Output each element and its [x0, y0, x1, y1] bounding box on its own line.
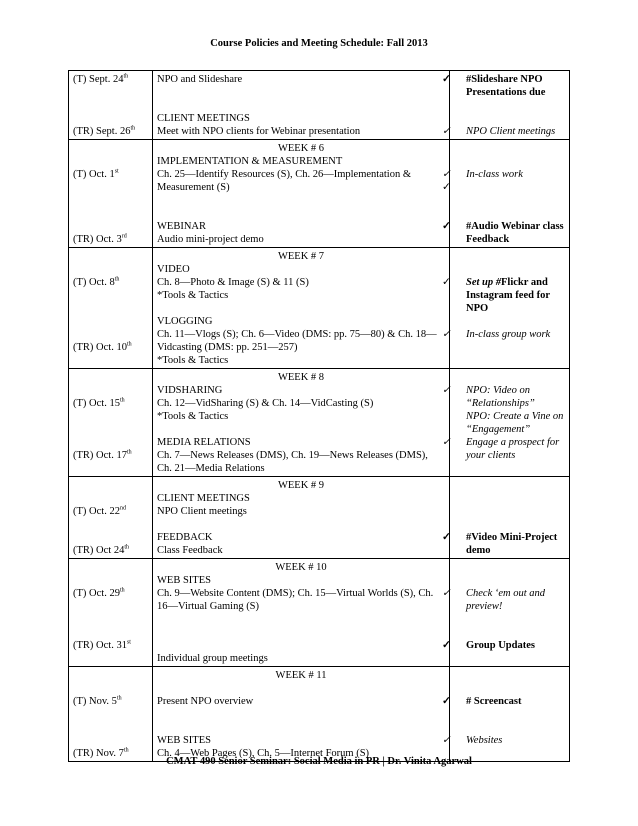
assignment-cell: ✓ # Screencast ✓ Websites — [450, 667, 570, 762]
topic-cell: WEEK # 11 Present NPO overview WEB SITES Ch. 4—Web Pages (S), Ch. 5—Internet Forum (S) — [153, 667, 450, 762]
check-icon: ✓ — [442, 182, 451, 193]
assignment-cell: ✓ In-class work ✓ ✓ #Audio Webinar class Feedback — [450, 140, 570, 248]
check-icon: ✓ — [442, 221, 451, 232]
week-label: WEEK # 7 — [277, 251, 325, 262]
check-icon: ✓ — [442, 696, 451, 707]
page-footer: CMAT 490 Senior Seminar: Social Media in PR | Dr. Vinita Agarwal — [166, 756, 472, 767]
assignment-cell: ✓ NPO: Video on “Relationships” NPO: Create a Vine on “Engagement” ✓ Engage a prospect for your clients — [450, 369, 570, 477]
table-row — [69, 667, 570, 762]
check-icon: ✓ — [442, 532, 451, 543]
check-icon: ✓ — [442, 588, 451, 599]
week-label: WEEK # 9 — [277, 480, 325, 491]
topic-cell: WEEK # 8 VIDSHARING Ch. 12—VidSharing (S) & Ch. 14—VidCasting (S) *Tools & Tactics MEDIA RELATIONS Ch. 7—News Releases (DMS), Ch. 19—News Releases (DMS), Ch. 21—Media Relations — [153, 369, 450, 477]
table-row — [69, 477, 570, 559]
week-label: WEEK # 8 — [277, 372, 325, 383]
assignment-cell: ✓ Check ‘em out and preview! ✓ Group Updates — [450, 559, 570, 667]
check-icon: ✓ — [442, 735, 451, 746]
page-header: Course Policies and Meeting Schedule: Fall 2013 — [210, 38, 428, 49]
date-cell: (T) Nov. 5th (TR) Nov. 7th — [69, 667, 153, 762]
check-icon: ✓ — [442, 74, 451, 85]
table-row — [69, 248, 570, 369]
schedule-table — [68, 70, 570, 762]
topic-cell: WEEK # 6 IMPLEMENTATION & MEASUREMENT Ch. 25—Identify Resources (S), Ch. 26—Implementation & Measurement (S) WEBINAR Audio mini-project demo — [153, 140, 450, 248]
date-cell: (T) Oct. 29th (TR) Oct. 31st — [69, 559, 153, 667]
date-cell: (T) Oct. 8th (TR) Oct. 10th — [69, 248, 153, 369]
check-icon: ✓ — [442, 126, 451, 137]
topic-cell: WEEK # 7 VIDEO Ch. 8—Photo & Image (S) & 11 (S) *Tools & Tactics VLOGGING Ch. 11—Vlogs (S); Ch. 6—Video (DMS: pp. 75—80) & Ch. 18—Vidcasting (DMS: pp. 251—257) *Tools & Tactics — [153, 248, 450, 369]
topic-cell: WEEK # 9 CLIENT MEETINGS NPO Client meetings FEEDBACK Class Feedback — [153, 477, 450, 559]
table-row — [69, 369, 570, 477]
assignment-cell: ✓ Set up #Flickr and Instagram feed for NPO ✓ In-class group work — [450, 248, 570, 369]
assignment-cell: ✓ #Slideshare NPO Presentations due ✓ NPO Client meetings — [450, 71, 570, 140]
date-cell: (T) Oct. 22nd (TR) Oct 24th — [69, 477, 153, 559]
check-icon: ✓ — [442, 277, 451, 288]
date-cell: (T) Oct. 15th (TR) Oct. 17th — [69, 369, 153, 477]
week-label: WEEK # 6 — [277, 143, 325, 154]
table-row — [69, 71, 570, 140]
date-cell: (T) Sept. 24th (TR) Sept. 26th — [69, 71, 153, 140]
check-icon: ✓ — [442, 437, 451, 448]
table-row — [69, 559, 570, 667]
week-label: WEEK # 10 — [275, 562, 327, 573]
check-icon: ✓ — [442, 169, 451, 180]
topic-cell: NPO and Slideshare CLIENT MEETINGS Meet with NPO clients for Webinar presentation — [153, 71, 450, 140]
date-cell: (T) Oct. 1st (TR) Oct. 3rd — [69, 140, 153, 248]
check-icon: ✓ — [442, 385, 451, 396]
table-row — [69, 140, 570, 248]
check-icon: ✓ — [442, 640, 451, 651]
week-label: WEEK # 11 — [275, 670, 327, 681]
topic-cell: WEEK # 10 WEB SITES Ch. 9—Website Content (DMS); Ch. 15—Virtual Worlds (S), Ch. 16—Virtual Gaming (S) Individual group meetings — [153, 559, 450, 667]
assignment-cell: ✓ #Video Mini-Project demo — [450, 477, 570, 559]
check-icon: ✓ — [442, 329, 451, 340]
